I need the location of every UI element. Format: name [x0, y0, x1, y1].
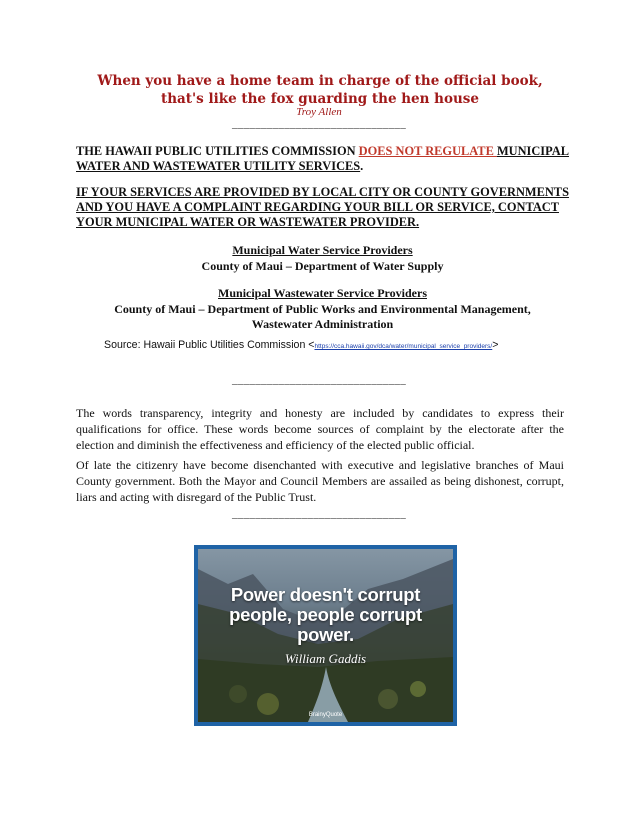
- notice-highlight: DOES NOT REGULATE: [358, 144, 497, 158]
- paragraph-citizenry: Of late the citizenry have become disenchanted with executive and legislative branches of Maui County government. Both the Mayor and Council Members are assailed as being dishonest, corrupt, liars and acting with disregard of the Public Trust.: [76, 458, 564, 504]
- paragraph-transparency: The words transparency, integrity and honesty are included by candidates to express their qualifications for office. These words become sources of complaint by the electorate after the election and diminish the effectiveness and efficiency of the elected public official.: [76, 406, 564, 452]
- source-link-open: <: [308, 339, 315, 351]
- epigraph-quote: [90, 72, 550, 108]
- epigraph-line-1: When you have a home team in charge of the official book,: [97, 73, 543, 89]
- source-link[interactable]: https://cca.hawaii.gov/dca/water/municipal_service_providers/: [314, 343, 493, 350]
- poster-quote-text: [198, 585, 453, 645]
- contact-notice: IF YOUR SERVICES ARE PROVIDED BY LOCAL CITY OR COUNTY GOVERNMENTS AND YOU HAVE A COMPLAINT REGARDING YOUR BILL OR SERVICE, CONTACT YOUR MUNICIPAL WATER OR WASTEWATER PROVIDER.: [76, 185, 569, 229]
- wastewater-heading: Municipal Wastewater Service Providers: [218, 286, 427, 300]
- divider-bottom: ______________________________: [232, 508, 406, 520]
- notice-text-2: MUNICIPAL WATER AND WASTEWATER UTILITY SERVICES: [76, 144, 569, 173]
- epigraph-author: Troy Allen: [296, 106, 342, 118]
- puc-notice: [76, 144, 571, 174]
- source-citation: [104, 339, 584, 351]
- water-provider: County of Maui – Department of Water Supply: [201, 259, 444, 273]
- water-heading: Municipal Water Service Providers: [232, 243, 413, 257]
- source-label: Source: Hawaii Public Utilities Commission: [104, 339, 309, 351]
- notice-period: .: [360, 159, 364, 173]
- poster-quote-line-3: power.: [297, 624, 354, 645]
- divider-top: ______________________________: [232, 118, 406, 130]
- brainyquote-logo: BrainyQuote: [308, 712, 343, 718]
- source-link-close: >: [492, 339, 499, 351]
- wastewater-provider-line-1: County of Maui – Department of Public Works and Environmental Management,: [114, 302, 531, 316]
- divider-middle: ______________________________: [232, 374, 406, 386]
- wastewater-provider-line-2: Wastewater Administration: [251, 317, 394, 331]
- quote-poster-image: [194, 545, 457, 726]
- notice-text-1: THE HAWAII PUBLIC UTILITIES COMMISSION: [76, 144, 359, 158]
- epigraph-line-2: that's like the fox guarding the hen house: [161, 91, 479, 107]
- poster-author: William Gaddis: [284, 651, 367, 666]
- poster-quote-line-1: Power doesn't corrupt: [230, 584, 421, 605]
- poster-quote-line-2: people, people corrupt: [229, 604, 422, 625]
